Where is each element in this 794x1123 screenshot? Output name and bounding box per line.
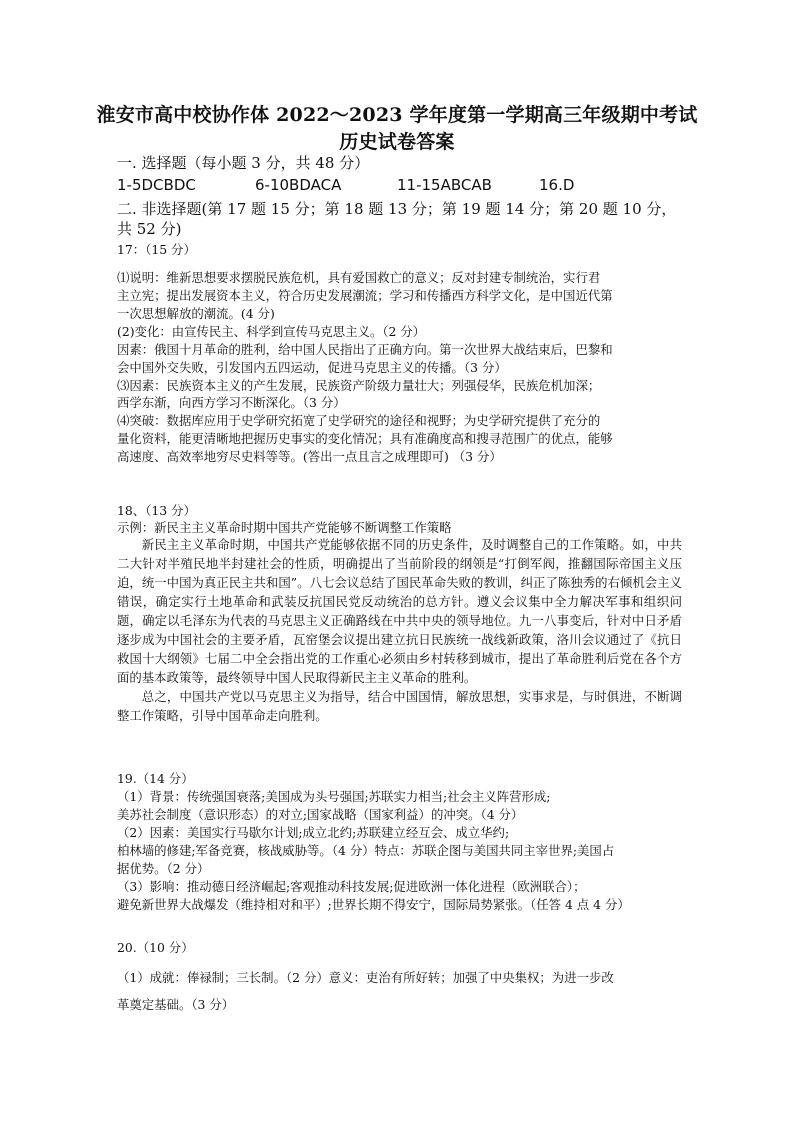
q18-example-title: 示例：新民主主义革命时期中国共产党能够不断调整工作策略 [117,520,452,535]
q17-line: 高速度、高效率地穷尽史料等等。(答出一点且言之成理即可) （3 分） [117,449,502,464]
part2-heading: 二. 非选择题(第 17 题 15 分；第 18 题 13 分；第 19 题 14 分；第 20 题 10 分， [117,200,677,218]
q19-line: 避免新世界大战爆发（维持相对和平）;世界长期不得安宁，国际局势紧张。（任答 4 点 4 分） [117,897,630,912]
q17-line: ⑴说明：维新思想要求摆脱民族危机，具有爱国救亡的意义；反对封建专制统治，实行君 [117,270,601,285]
q17-line: ⑷突破：数据库应用于史学研究拓宽了史学研究的途径和视野；为史学研究提供了充分的 [117,413,601,428]
q20-line: （1）成就：俸禄制；三长制。（2 分）意义：吏治有所好转；加强了中央集权；为进一步改 [117,970,614,985]
part2-heading-cont: 共 52 分) [117,220,182,238]
part1-heading: 一. 选择题（每小题 3 分，共 48 分） [117,154,370,172]
answer-group-6-10: 6-10BDACA [255,176,342,194]
q17-line: ⑶因素：民族资本主义的产生发展，民族资产阶级力量壮大；列强侵华，民族危机加深； [117,378,601,393]
q20-label: 20.（10 分） [117,940,194,955]
q17-line: 西学东渐，向西方学习不断深化。（3 分） [117,395,346,410]
q17-label: 17：（15 分） [117,242,196,257]
q17-line: 会中国外交失败，引发国内五四运动，促进马克思主义的传播。（3 分） [117,360,507,375]
q18-conclusion: 总之，中国共产党以马克思主义为指导，结合中国国情，解放思想，实事求是，与时俱进，不断调整工作策略，引导中国革命走向胜利。 [117,689,682,723]
q17-line: 量化资料，能更清晰地把握历史事实的变化情况；具有准确度高和搜寻范围广的优点，能够 [117,431,613,446]
q17-line: (2)变化：由宣传民主、科学到宣传马克思主义。（2 分） [117,324,426,339]
q17-line: 一次思想解放的潮流。(4 分) [117,306,275,321]
q19-line: （3）影响：推动德日经济崛起;客观推动科技发展;促进欧洲一体化进程（欧洲联合）； [117,879,586,894]
choice-answers-row [117,176,682,196]
q19-line: （1）背景：传统强国衰落;美国成为头号强国;苏联实力相当;社会主义阵营形成; [117,789,551,804]
q20-line: 革奠定基础。（3 分） [117,997,235,1012]
q17-line: 因素：俄国十月革命的胜利，给中国人民指出了正确方向。第一次世界大战结束后，巴黎和 [117,342,613,357]
q19-label: 19.（14 分） [117,771,194,786]
q18-label: 18、（13 分） [117,503,196,518]
q19-line: （2）因素：美国实行马歇尔计划;成立北约;苏联建立经互会、成立华约; [117,825,510,840]
q18-paragraph: 新民主主义革命时期，中国共产党能够依据不同的历史条件，及时调整自己的工作策略。如，中共二大针对半殖民地半封建社会的性质，明确提出了当前阶段的纲领是“打倒军阀，推翻国际帝国主义压迫，统一中国为真正民主共和国”。八七会议总结了国民革命失败的教训，纠正了陈独秀的右倾机会主义错误，确定实行土地革命和武装反抗国民党反动统治的总方针。遵义会议集中全力解决军事和组织问题，确定以毛泽东为代表的马克思主义正确路线在中共中央的领导地位。九一八事变后，针对中日矛盾逐步成为中国社会的主要矛盾，瓦窑堡会议提出建立抗日民族统一战线新政策，洛川会议通过了《抗日救国十大纲领》七届二中全会指出党的工作重心必须由乡村转移到城市，提出了革命胜利后党在各个方面的基本政策等，最终领导中国人民取得新民主主义革命的胜利。 [117,537,682,685]
answer-16: 16.D [539,176,575,194]
q19-line: 美苏社会制度（意识形态）的对立;国家战略（国家利益）的冲突。（4 分） [117,807,524,822]
q18-essay [117,535,682,725]
answer-group-1-5: 1-5DCBDC [117,176,196,194]
q19-line: 柏林墙的修建;军备竞赛，核战威胁等。（4 分）特点：苏联企图与美国共同主宰世界;美国占 [117,843,615,858]
q19-line: 据优势。（2 分） [117,861,210,876]
answer-group-11-15: 11-15ABCAB [397,176,492,194]
exam-subtitle: 历史试卷答案 [339,131,455,153]
q17-line: 主立宪；提出发展资本主义，符合历史发展潮流；学习和传播西方科学文化，是中国近代第 [117,288,613,303]
exam-title: 淮安市高中校协作体 2022～2023 学年度第一学期高三年级期中考试 [96,104,698,126]
